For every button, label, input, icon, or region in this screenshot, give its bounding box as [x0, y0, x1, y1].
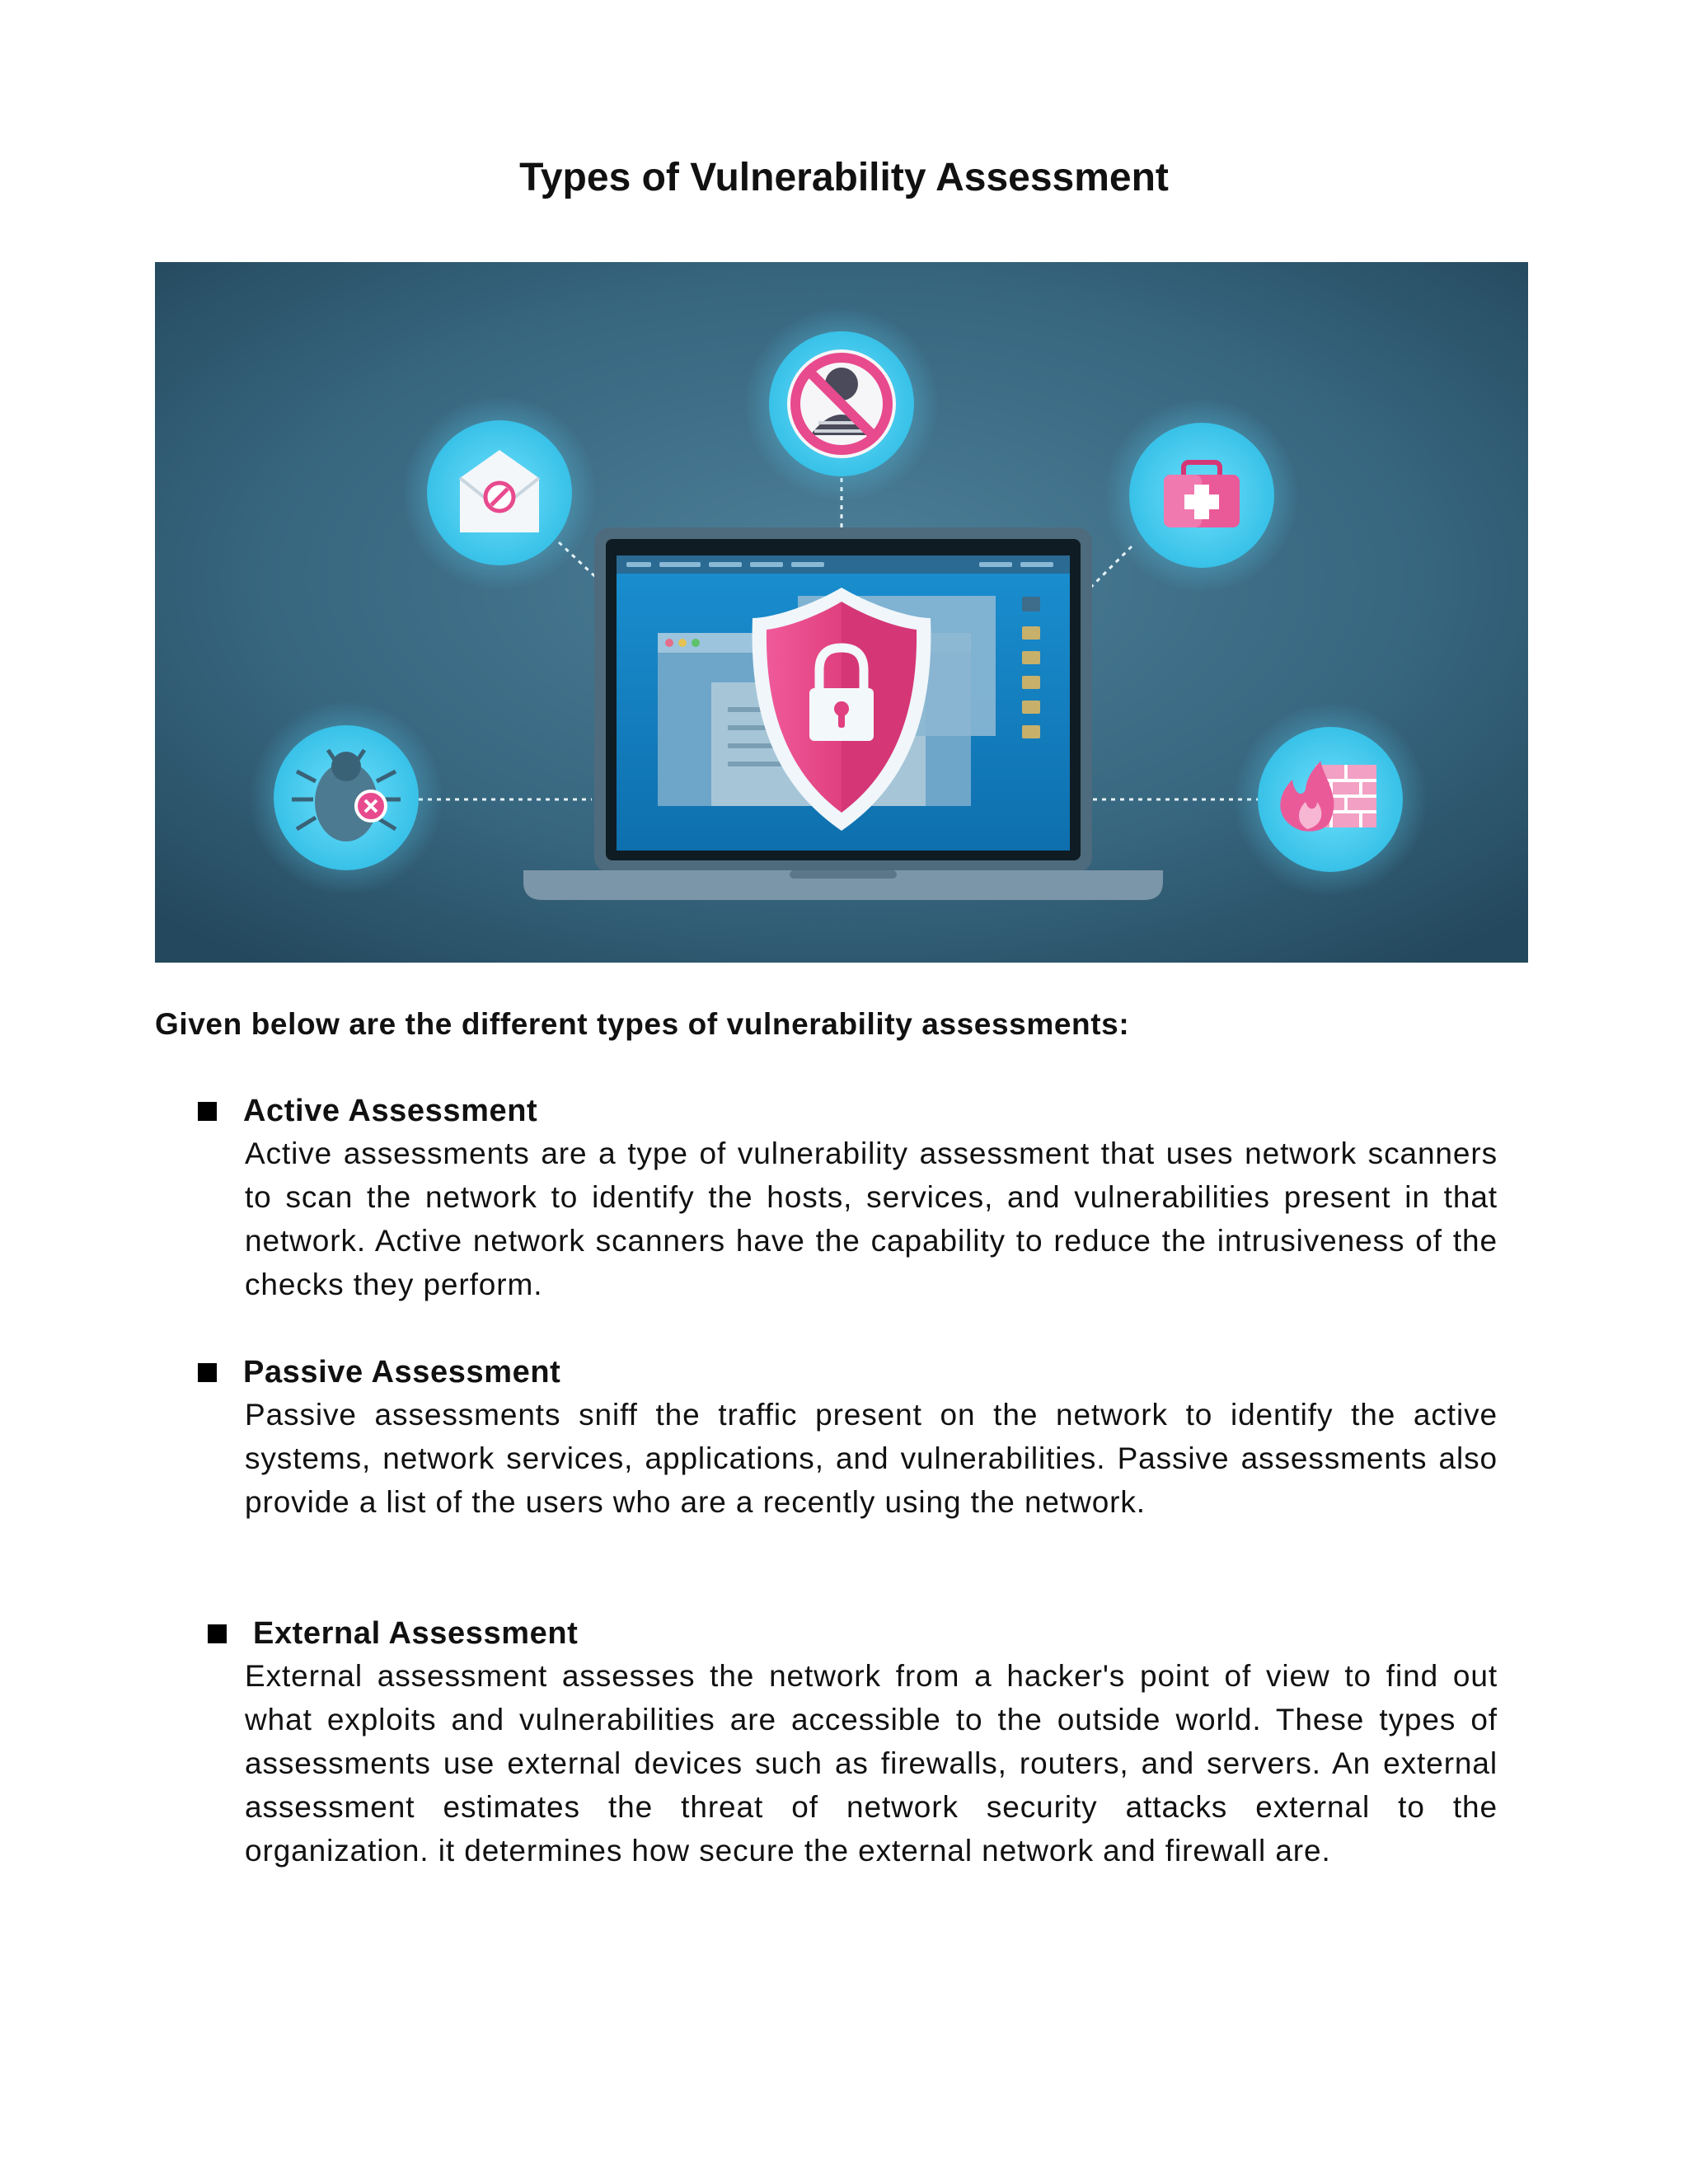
- envelope-icon: [402, 396, 597, 590]
- no-hacker-icon: [744, 307, 939, 501]
- section-heading: Active Assessment: [243, 1093, 538, 1128]
- bullet-square-icon: [208, 1624, 227, 1643]
- section-body: Passive assessments sniff the traffic present on the network to identify the active systems, network services, applications, and vulnerabilities. Passive assessments also provide a list of the users who are a recently using the network.: [245, 1398, 1498, 1519]
- section-body: Active assessments are a type of vulnerability assessment that uses network scanners to scan the network to identify the hosts, services, and vulnerabilities present in that network. Active network scanners have the capability to reduce the intrusiveness of the checks they perform.: [245, 1137, 1498, 1301]
- bullet-square-icon: [198, 1102, 217, 1121]
- hero-illustration: [155, 262, 1528, 963]
- page-title: Types of Vulnerability Assessment: [519, 156, 1169, 199]
- bug-icon: [249, 701, 443, 895]
- section-heading: External Assessment: [253, 1615, 579, 1651]
- bullet-square-icon: [198, 1363, 217, 1382]
- medical-kit-icon: [1104, 398, 1299, 593]
- section-heading: Passive Assessment: [243, 1354, 561, 1390]
- intro-text: Given below are the different types of vulnerability assessments:: [155, 1007, 1130, 1041]
- section-body: External assessment assesses the network from a hacker's point of view to find out what exploits and vulnerabilities are accessible to the outside world. These types of assessments use external devices such as firewalls, routers, and servers. An external assessment estimates the threat of network security attacks external to the organization. it determines how secure the external network and firewall are.: [245, 1659, 1498, 1868]
- firewall-icon: [1233, 702, 1428, 897]
